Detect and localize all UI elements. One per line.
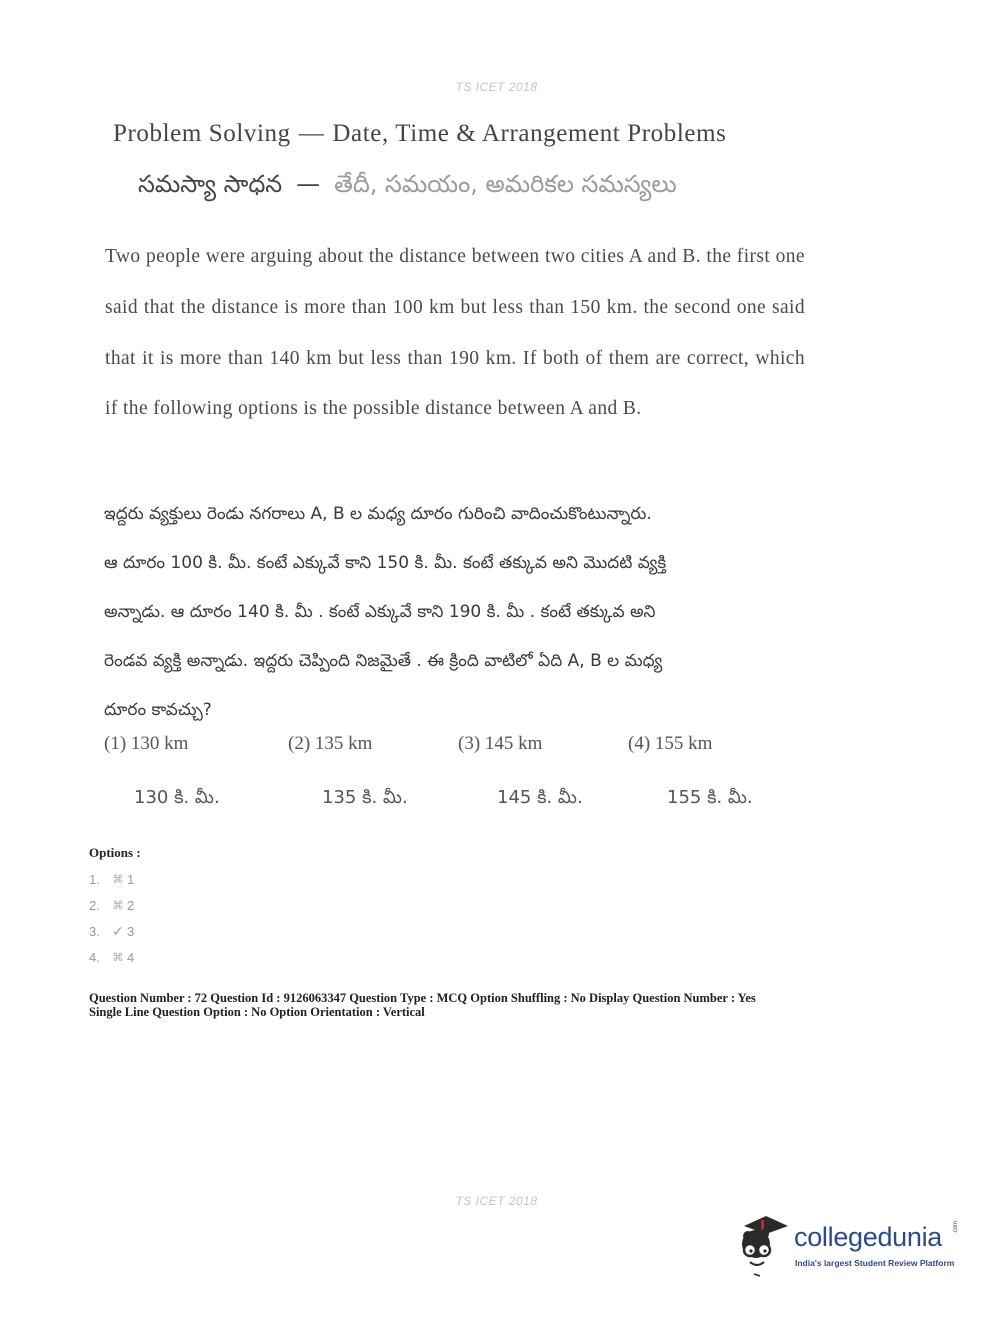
option-number: 4.	[89, 949, 100, 965]
logo-wordmark: collegedunia	[794, 1222, 943, 1252]
answer-option-1-en: (1) 130 km	[104, 733, 189, 754]
watermark-bottom: TS ICET 2018	[455, 1194, 538, 1208]
question-te-line: అన్నాడు. ఆ దూరం 140 కి. మీ . కంటే ఎక్కువే కాని 190 కి. మీ . కంటే తక్కువ అని	[104, 602, 656, 622]
heading-dash: —	[298, 120, 325, 147]
options-list	[89, 866, 134, 970]
answer-option-4-te: 155 కి. మీ.	[667, 787, 753, 808]
option-number: 2.	[89, 897, 100, 913]
wrong-mark-icon: ⌘	[112, 951, 124, 964]
heading-en-left: Problem Solving	[113, 120, 291, 147]
question-te-line: దూరం కావచ్చు?	[104, 700, 212, 720]
answer-option-3-te: 145 కి. మీ.	[497, 787, 583, 808]
question-te-line: ఇద్దరు వ్యక్తులు రెండు నగరాలు A, B ల మధ్య దూరం గురించి వాదించుకొంటున్నారు.	[104, 504, 652, 524]
option-label: 3	[127, 923, 135, 939]
heading-te-left: సమస్యా సాధన	[138, 170, 283, 198]
question-te-line: ఆ దూరం 100 కి. మీ. కంటే ఎక్కువే కాని 150 కి. మీ. కంటే తక్కువ అని మొదటి వ్యక్తి	[104, 553, 667, 573]
heading-en-right: Date, Time & Arrangement Problems	[332, 120, 727, 147]
watermark-top: TS ICET 2018	[455, 80, 538, 94]
question-english: Two people were arguing about the distance between two cities A and B. the first one said that the distance is more than 100 km but less than 150 km. the second one said that it is more than 140 km but less than 190 km. If both of them are correct, which if the following options is the possible distance between A and B.	[105, 246, 805, 420]
answer-options-english	[0, 733, 993, 759]
metadata-line: Question Number : 72 Question Id : 9126063347 Question Type : MCQ Option Shuffling : No Display Question Number : Yes	[89, 991, 756, 1005]
question-telugu	[104, 490, 804, 735]
answer-option-1-te: 130 కి. మీ.	[134, 787, 220, 808]
mascot-icon	[734, 1212, 796, 1282]
wrong-mark-icon: ⌘	[112, 899, 124, 912]
options-title: Options :	[89, 845, 141, 860]
check-mark-icon: ✓	[112, 922, 124, 939]
option-label: 1	[127, 871, 135, 887]
answer-option-2-te: 135 కి. మీ.	[322, 787, 408, 808]
heading-te-dash: —	[296, 170, 321, 198]
answer-option-3-en: (3) 145 km	[458, 733, 543, 754]
question-metadata	[89, 991, 869, 1019]
answer-option-4-en: (4) 155 km	[628, 733, 713, 754]
option-label: 4	[127, 949, 135, 965]
heading-telugu	[138, 170, 677, 204]
option-item[interactable]	[89, 892, 134, 918]
metadata-line: Single Line Question Option : No Option Orientation : Vertical	[89, 1005, 425, 1019]
question-te-line: రెండవ వ్యక్తి అన్నాడు. ఇద్దరు చెప్పింది నిజమైతే . ఈ క్రింది వాటిలో ఏది A, B ల మధ్య	[104, 651, 663, 671]
heading-english	[113, 120, 726, 148]
option-number: 1.	[89, 871, 100, 887]
heading-te-right: తేదీ, సమయం, అమరికల సమస్యలు	[334, 170, 677, 198]
option-label: 2	[127, 897, 135, 913]
option-number: 3.	[89, 923, 100, 939]
option-item[interactable]	[89, 866, 134, 892]
option-item[interactable]	[89, 944, 134, 970]
answer-option-2-en: (2) 135 km	[288, 733, 373, 754]
option-item[interactable]	[89, 918, 134, 944]
logo-tagline: India's largest Student Review Platform	[795, 1258, 955, 1268]
collegedunia-logo[interactable]	[734, 1212, 964, 1282]
logo-domain: .com	[953, 1220, 959, 1234]
answer-options-telugu	[0, 787, 993, 813]
wrong-mark-icon: ⌘	[112, 873, 124, 886]
